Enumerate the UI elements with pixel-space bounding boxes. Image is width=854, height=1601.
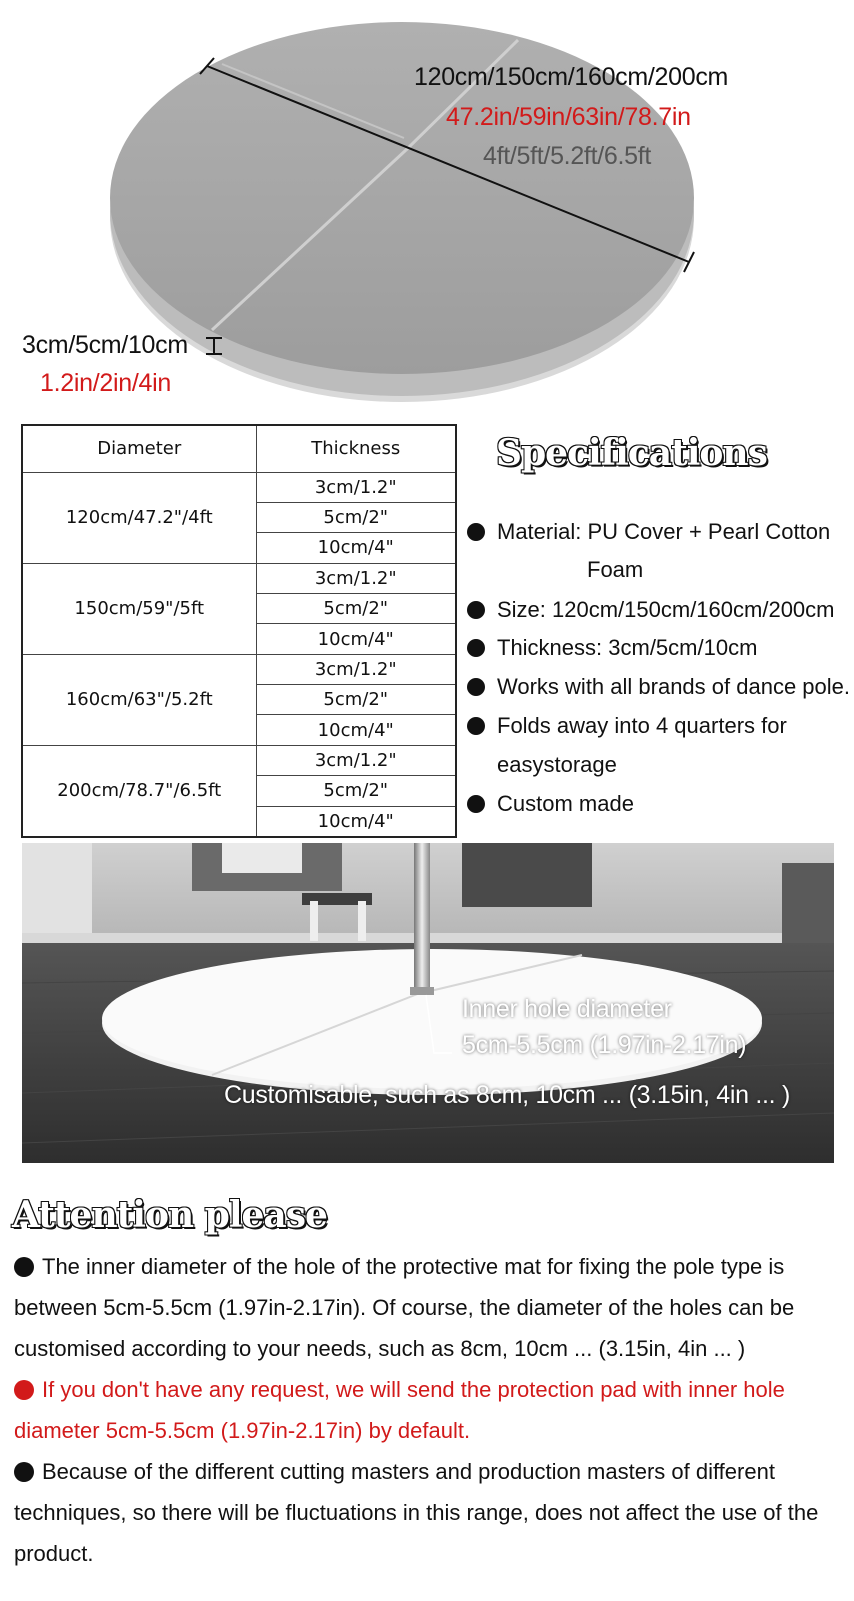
attention-title: Attention please bbox=[12, 1194, 327, 1236]
table-row bbox=[22, 745, 456, 775]
room-scene-image bbox=[22, 843, 834, 1163]
header-thickness: Thickness bbox=[256, 425, 456, 472]
spec-item-thickness: Thickness: 3cm/5cm/10cm bbox=[467, 634, 757, 662]
spec-item-material: Material: PU Cover + Pearl Cotton bbox=[467, 518, 830, 546]
bullet-icon bbox=[14, 1380, 34, 1400]
diameter-cell: 150cm/59"/5ft bbox=[22, 563, 256, 654]
inner-hole-label: Inner hole diameter bbox=[462, 995, 672, 1023]
thickness-cell: 3cm/1.2" bbox=[256, 745, 456, 775]
thickness-cell: 3cm/1.2" bbox=[256, 563, 456, 593]
diameter-cell: 160cm/63"/5.2ft bbox=[22, 654, 256, 745]
thickness-cell: 10cm/4" bbox=[256, 715, 456, 745]
bullet-icon bbox=[467, 523, 485, 541]
table-row bbox=[22, 563, 456, 593]
thickness-in-label: 1.2in/2in/4in bbox=[40, 369, 171, 397]
thickness-cell: 10cm/4" bbox=[256, 806, 456, 837]
specifications-title: Specifications bbox=[496, 432, 767, 474]
thickness-cell: 5cm/2" bbox=[256, 776, 456, 806]
diameter-in-label: 47.2in/59in/63in/78.7in bbox=[446, 103, 691, 131]
attention-paragraph-2: If you don't have any request, we will send the protection pad with inner hole diameter 5cm-5.5cm (1.97in-2.17in) by default. bbox=[14, 1377, 785, 1443]
thickness-cell: 3cm/1.2" bbox=[256, 472, 456, 502]
bullet-icon bbox=[14, 1257, 34, 1277]
table-row bbox=[22, 472, 456, 502]
spec-item-folds: Folds away into 4 quarters for bbox=[467, 712, 787, 740]
diameter-ft-label: 4ft/5ft/5.2ft/6.5ft bbox=[483, 142, 652, 170]
spec-item-custom: Custom made bbox=[467, 790, 634, 818]
attention-paragraph-3: Because of the different cutting masters and production masters of different techniques, so there will be fluctuations in this range, does not affect the use of the product. bbox=[14, 1459, 819, 1566]
table-header-row bbox=[22, 425, 456, 472]
header-diameter: Diameter bbox=[22, 425, 256, 472]
thickness-cell: 5cm/2" bbox=[256, 502, 456, 532]
product-photo bbox=[22, 843, 834, 1163]
thickness-cell: 5cm/2" bbox=[256, 685, 456, 715]
spec-item-material-cont: Foam bbox=[587, 557, 644, 582]
attention-paragraph-1: The inner diameter of the hole of the protective mat for fixing the pole type is between 5cm-5.5cm (1.97in-2.17in). Of course, the diameter of the holes can be customised according to your needs, such as 8cm, 10cm ... (3.15in, 4in ... ) bbox=[14, 1254, 795, 1361]
thickness-cell: 5cm/2" bbox=[256, 594, 456, 624]
customisable-note: Customisable, such as 8cm, 10cm ... (3.15in, 4in ... ) bbox=[224, 1081, 790, 1109]
bullet-icon bbox=[467, 717, 485, 735]
bullet-icon bbox=[14, 1462, 34, 1482]
diameter-cm-label: 120cm/150cm/160cm/200cm bbox=[414, 63, 729, 91]
diameter-cell: 200cm/78.7"/6.5ft bbox=[22, 745, 256, 837]
bullet-icon bbox=[467, 678, 485, 696]
inner-hole-size: 5cm-5.5cm (1.97in-2.17in) bbox=[462, 1031, 747, 1059]
thickness-cm-label: 3cm/5cm/10cm bbox=[22, 331, 188, 359]
bullet-icon bbox=[467, 795, 485, 813]
hero-mat-section bbox=[0, 0, 854, 420]
spec-item-size: Size: 120cm/150cm/160cm/200cm bbox=[467, 596, 835, 624]
diameter-cell: 120cm/47.2"/4ft bbox=[22, 472, 256, 563]
thickness-cell: 3cm/1.2" bbox=[256, 654, 456, 684]
size-table bbox=[21, 424, 457, 838]
thickness-cell: 10cm/4" bbox=[256, 533, 456, 563]
spec-item-folds-cont: easystorage bbox=[497, 752, 617, 777]
bullet-icon bbox=[467, 639, 485, 657]
spec-item-compat: Works with all brands of dance pole. bbox=[467, 673, 850, 701]
table-row bbox=[22, 654, 456, 684]
thickness-cell: 10cm/4" bbox=[256, 624, 456, 654]
bullet-icon bbox=[467, 601, 485, 619]
